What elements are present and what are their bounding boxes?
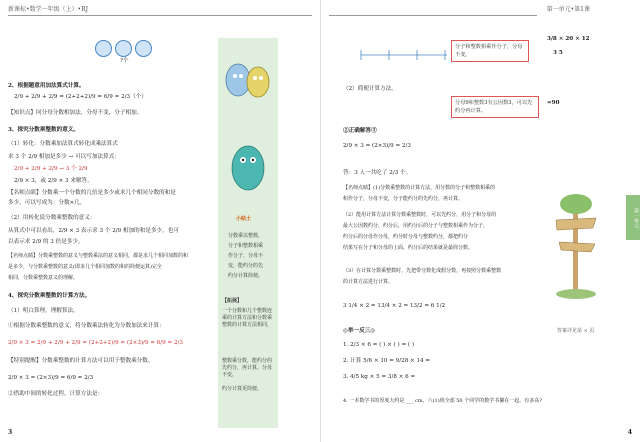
answer-reference: 答案详见第 × 页 (557, 328, 595, 334)
sidebar-line: 一个分数和几个整数连乘的计算方法和分数乘整数的计算方法相同， (222, 308, 273, 328)
fraction-circle (115, 40, 132, 57)
stack-line: =90 (547, 100, 560, 106)
stack-line: 3 5 (553, 50, 563, 56)
sidebar-line: 约分计算简便。 (228, 273, 264, 279)
text-line: 3. 4/5 kg × 5 = 3/8 × 6 = (343, 374, 416, 380)
text-line: （1）转化：分数乘加法算式转化成乘法算式 (8, 141, 118, 147)
text-line: 3、探究分数乘整数的意义。 (8, 127, 80, 133)
text-line: 【知识点】同分母分数相加法，分母不变，分子相加。 (8, 110, 143, 116)
right-page-number: 4 (627, 429, 632, 436)
unit-side-tab: 第一单元 (626, 195, 640, 240)
circles-caption: ?个 (120, 58, 129, 64)
text-line: 约分后的分母作分母，约分时分母与整数约分，都把约分 (343, 234, 469, 240)
sidebar-title: 小贴士 (236, 216, 252, 222)
right-header: 第一单元•第1课 (546, 6, 590, 13)
text-line: 3 1/4 × 2 = 13/4 × 2 = 13/2 = 6 1/2 (343, 303, 446, 309)
cartoon-illustration (218, 42, 278, 112)
explanation-box: 分子和整数相乘作分子，分母不变。 (451, 40, 529, 62)
text-line: （2）能用计算方法计算分数乘整数时，可以先约分，用分子和分母的 (343, 212, 497, 218)
fraction-circle (135, 40, 152, 57)
sidebar-line: 约分计算更简便。 (222, 386, 263, 392)
sidebar-line: 变，能约分的先 (228, 263, 264, 269)
text-line: 2/9 × 3，或 2/9 × 3 来解答。 (14, 178, 93, 184)
right-page (320, 0, 640, 442)
text-line: 的计算方法进行计算。 (343, 279, 394, 285)
text-line: 2/9 + 2/9 + 2/9 = (2+2+2)/9 = 6/9 = 2/3（个） (14, 94, 147, 100)
text-line: 多少，可以写成为：分数×几。 (8, 200, 86, 206)
text-line: 积作分子，分母不变，分子能约分的先约分，再计算。 (343, 196, 464, 202)
explanation-box: 分母9和整数3有公因数3，可以先约分再计算。 (451, 96, 539, 118)
text-line: ②正确解答③ (343, 128, 377, 134)
text-line: 结果写在分子和分母的上面，约分后的结果就是最简分数。 (343, 245, 474, 251)
text-line: 4、探究分数乘整数的计算方法。 (8, 293, 91, 299)
text-line: 2/9 × 3 = (2×3)/9 = 2/3 (343, 143, 411, 149)
tips-sidebar (218, 38, 278, 428)
signpost-illustration (551, 190, 601, 300)
text-line: （2）简便计算方法。 (343, 86, 397, 92)
stack-line: 3/8 × 20 × 12 (547, 36, 590, 42)
text-line: 1. 2/3 × 6 = ( ) × ( ) = ( ) (343, 342, 415, 348)
text-line: 答：3 人一共吃了 2/3 个。 (343, 170, 412, 176)
left-header-rule (8, 15, 312, 16)
sidebar-line: 作分子，分母不 (228, 253, 264, 259)
sidebar-line: 分数乘以整数， (228, 233, 264, 239)
text-line: ②借助中间的转化过程，计算方法是： (8, 391, 104, 397)
text-line: 2/9 × 3 = 2/9 + 2/9 + 2/9 = (2+2+2)/9 = (2×3)/9 = 6/9 = 2/3 (8, 340, 183, 346)
text-line: 2. 计算 5/6 × 10 = 9/28 × 14 = (343, 358, 431, 364)
text-line: 2/9 × 3 = (2×3)/9 = 6/9 = 2/3 (8, 375, 94, 381)
text-line: 相同，分数乘整数意义的理解。 (8, 275, 79, 281)
text-line: （3）在计算分数乘整数时，先把带分数化成假分数，再按照分数乘整数 (343, 268, 502, 274)
text-line: 【名师点睛】分数乘一个分数的几倍是多少或求几个相同分数的和是 (8, 190, 176, 196)
sidebar-line: 整数乘分数，能约分的先约分，再计算，分母不变， (222, 358, 273, 378)
text-line: 是多少，与分数乘整数的意义(即求几个相同加数的和的简便运算)完全 (8, 264, 162, 270)
text-line: （1）明白算理，理解算法。 (8, 308, 79, 314)
text-line: （2）用转化说分数乘整数的意义： (8, 215, 96, 221)
sidebar-line: 分子和整数相乘 (228, 243, 264, 249)
text-line: 2/9 + 2/9 + 2/9 → 3 个 2/9 (14, 166, 88, 172)
text-line: 【特别提醒】分数乘整数的计算方法可以用于整数乘分数。 (8, 358, 154, 364)
sidebar-line: 【拓展】 (222, 298, 243, 304)
text-line: 【名师点睛】(1)分数乘整数的计算方法，用分数的分子和整数相乘的 (343, 185, 496, 191)
text-line: 【名师点睛】分数乘整数的意义与整数乘法的意义相同，都是求几个相同加数的和 (8, 253, 189, 259)
text-line: 以表示求 2/9 的 3 倍是多少。 (8, 239, 84, 245)
text-line: 2、根据题意用加法算式计算。 (8, 83, 85, 89)
text-line: ◎举一反三◎ (343, 328, 376, 334)
text-line: 从算式中可以看出，2/9 × 3 表示求 3 个 2/9 相加的和是多少，也可 (8, 228, 179, 234)
left-page-number: 3 (8, 429, 13, 436)
number-line-diagram (359, 40, 449, 70)
text-line: 求 3 个 2/9 相加是多少 → 可以写加法算式： (8, 154, 120, 160)
cartoon-illustration (218, 128, 278, 198)
left-header: 新课标•数学一年级（上）•RJ (8, 6, 89, 13)
right-header-rule (329, 15, 537, 16)
fraction-circle (95, 40, 112, 57)
text-line: 4. 一本数学书的厚度大约是 ___ cm，六(1)班全部 50 个同学的数学书摞在一起，有多高? (343, 398, 542, 404)
text-line: ①根据分数乘整数的意义，将分数乘法转化为分数加法来计算： (8, 323, 165, 329)
text-line: 最大公因数约分，约分后，用约分后的分子与整数相乘作为分子， (343, 223, 489, 229)
